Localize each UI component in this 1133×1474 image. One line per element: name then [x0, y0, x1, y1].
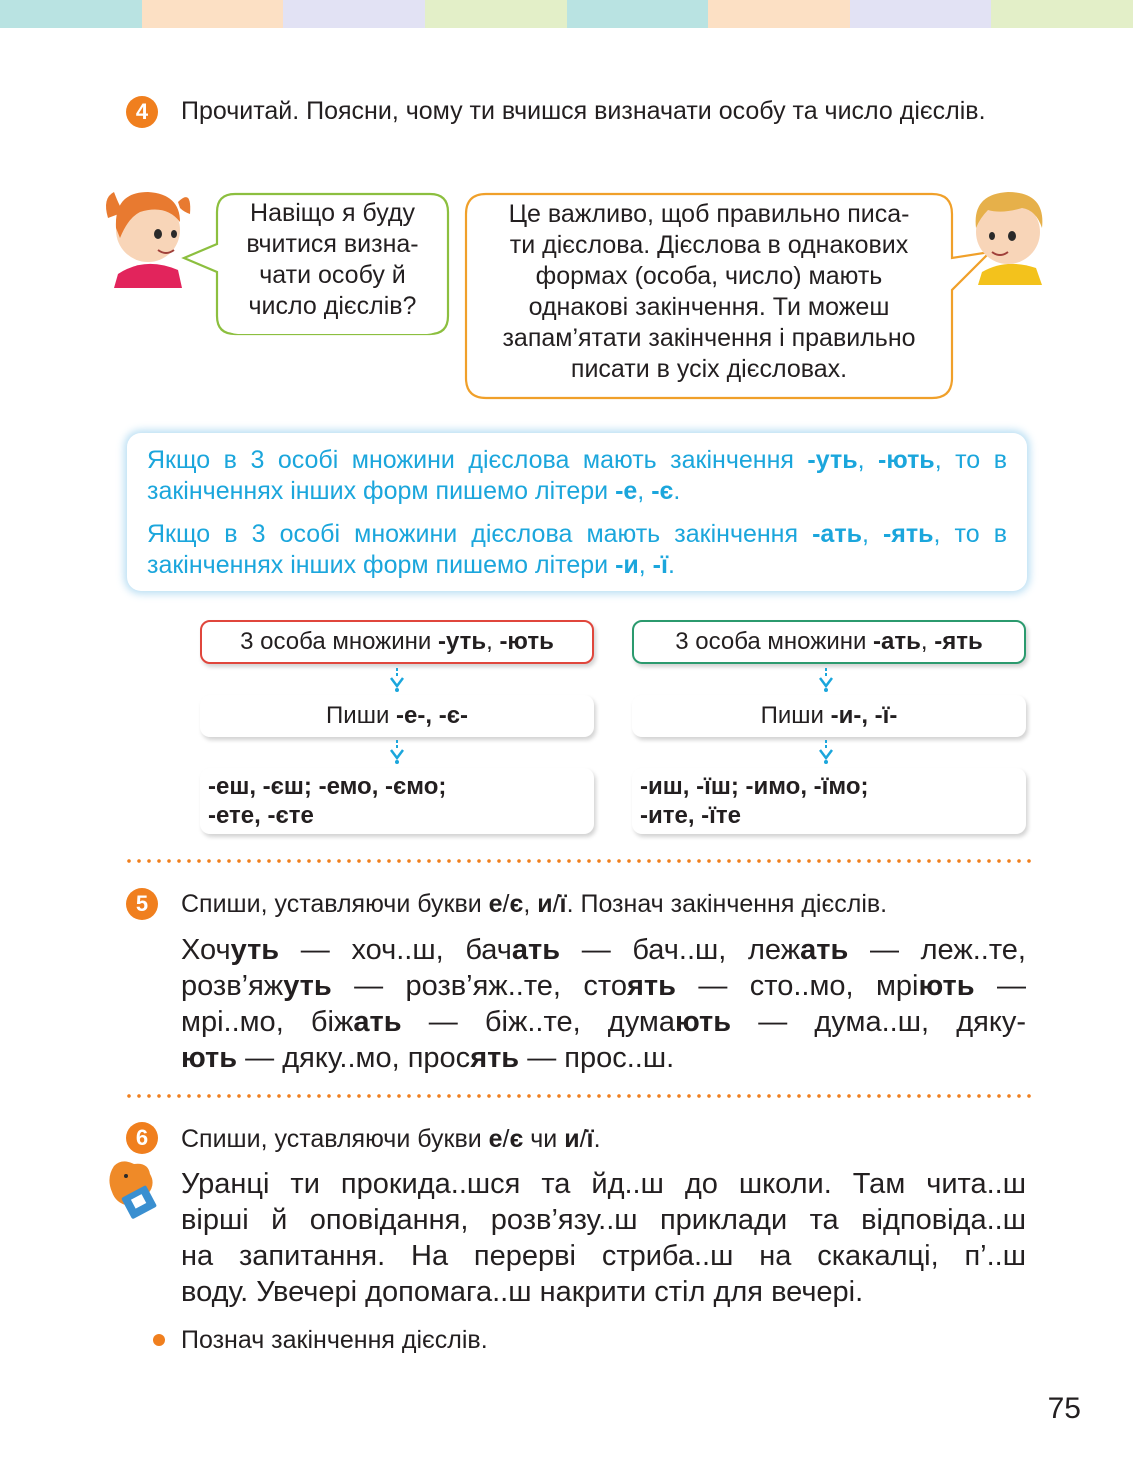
rule-separator: ,: [861, 520, 883, 548]
rule-letter: -и: [615, 551, 639, 579]
separator: ,: [523, 890, 538, 918]
girl-bubble-line: число дієслів?: [248, 292, 417, 320]
rule-separator: ,: [933, 520, 941, 548]
task-5-number: 5: [126, 888, 158, 920]
boy-speech-bubble: [472, 199, 946, 395]
girl-speech-bubble: [220, 198, 445, 334]
header-separator: ,: [920, 628, 935, 655]
boy-bubble-line: Це важливо, щоб правильно писа-: [508, 200, 910, 228]
task-6-instruction: [181, 1124, 1026, 1155]
left-person-header: [200, 620, 594, 664]
task-4-instruction: Прочитай. Поясни, чому ти вчишся визначати особу та число дієслів.: [181, 97, 986, 125]
word-ending: ють: [918, 970, 975, 1002]
slash: /: [502, 1125, 510, 1153]
endings-line: -ите, -їте: [640, 802, 742, 829]
header-separator: ,: [486, 628, 500, 655]
rule-ending: -ють: [878, 446, 935, 474]
task-5-instruction: [181, 889, 1026, 920]
right-endings-box: [632, 768, 1026, 834]
word-text: — хоч..ш, бач: [279, 934, 512, 966]
word-stem: розв’яж: [181, 970, 284, 1002]
instruction-text: Спиши, уставляючи букви: [181, 890, 489, 918]
rule-separator: .: [668, 551, 675, 579]
word-ending: ять: [470, 1042, 520, 1074]
rule-1: [147, 445, 1007, 507]
write-text: Пиши: [326, 702, 397, 729]
word-ending: ать: [800, 934, 849, 966]
endings-line: -ете, -єте: [208, 802, 314, 829]
letter: є: [509, 890, 524, 918]
word-text: — біж..те, дума: [401, 1006, 675, 1038]
letter: е: [488, 890, 503, 918]
down-arrow-icon: [819, 740, 833, 764]
rule-letter: -е: [615, 477, 638, 505]
rule-separator: .: [673, 477, 681, 505]
boy-bubble-line: запам’ятати закінчення і правильно: [502, 324, 916, 352]
text-line: на запитання. На перерві стриба..ш на скакалці, п’..ш: [181, 1240, 1026, 1272]
right-person-header: [632, 620, 1026, 664]
down-arrow-icon: [390, 740, 404, 764]
rule-separator: ,: [637, 477, 652, 505]
word-text: — дума..ш, дяку-: [731, 1006, 1026, 1038]
header-ending: -ять: [934, 628, 983, 655]
girl-bubble-line: вчитися визна-: [246, 230, 419, 258]
rule-separator: ,: [934, 446, 942, 474]
down-arrow-icon: [819, 668, 833, 692]
word-text: — дяку..мо, прос: [237, 1042, 471, 1074]
text-line: вірші й оповідання, розв’язу..ш приклади та відповіда..ш: [181, 1204, 1026, 1236]
word-ending: ють: [674, 1006, 732, 1038]
letter: е: [488, 1125, 503, 1153]
boy-bubble-line: однакові закінчення. Ти можеш: [528, 293, 890, 321]
rule-ending: -уть: [807, 446, 858, 474]
boy-illustration: [962, 180, 1052, 285]
word-text: — бач..ш, леж: [560, 934, 801, 966]
girl-bubble-line: Навіщо я буду: [250, 199, 415, 227]
word-ending: ать: [511, 934, 561, 966]
exercise-line: [181, 932, 1026, 968]
rule-text: то в закінченнях інших форм пишемо літери: [147, 520, 1007, 579]
text-line: Уранці ти прокида..шся та йд..ш до школи. Там чита..ш: [181, 1168, 1026, 1200]
letter: и: [537, 890, 553, 918]
letter: ї: [559, 890, 567, 918]
instruction-text: . Познач закінчення дієслів.: [566, 890, 888, 918]
word-stem: мрі..мо, біж: [181, 1006, 354, 1038]
word-ending: ють: [181, 1042, 238, 1074]
rule-box: [127, 433, 1027, 591]
task-6-text: [181, 1166, 1026, 1310]
right-write-instruction: [632, 695, 1026, 737]
word-stem: Хоч: [181, 934, 231, 966]
down-arrow-icon: [390, 668, 404, 692]
left-write-instruction: [200, 695, 594, 737]
slash: /: [579, 1125, 587, 1153]
slash: /: [552, 890, 560, 918]
left-endings-box: [200, 768, 594, 834]
task-6-number: 6: [126, 1122, 158, 1154]
word-ending: уть: [230, 934, 280, 966]
rule-separator: ,: [857, 446, 879, 474]
header-ending: -уть: [437, 628, 487, 655]
write-hand-icon: [104, 1158, 166, 1224]
boy-bubble-line: формах (особа, число) мають: [535, 262, 883, 290]
header-ending: -ють: [499, 628, 554, 655]
header-text: 3 особа множини: [675, 628, 874, 655]
boy-bubble-line: ти дієслова. Дієслова в однакових: [509, 231, 909, 259]
word-ending: ять: [626, 970, 676, 1002]
rule-text: то в закінченнях інших форм пишемо літери: [147, 446, 1007, 505]
top-color-stripe: [0, 0, 1133, 28]
dotted-divider: [124, 858, 1034, 864]
task-6-subtask: Познач закінчення дієслів.: [181, 1326, 488, 1354]
rule-ending: -ять: [882, 520, 934, 548]
instruction-text: Спиши, уставляючи букви: [181, 1125, 489, 1153]
endings-line: -иш, -їш; -имо, -їмо;: [640, 773, 869, 800]
exercise-line: [181, 968, 1026, 1004]
word-text: — сто..мо, мрі: [675, 970, 919, 1002]
rule-letter: -є: [651, 477, 674, 505]
word-ending: уть: [283, 970, 332, 1002]
rule-separator: ,: [638, 551, 653, 579]
dotted-divider: [124, 1093, 1034, 1099]
write-letters: -е-, -є-: [396, 702, 468, 729]
text-line: воду. Увечері допомага..ш накрити стіл для вечері.: [181, 1276, 864, 1308]
letter: и: [564, 1125, 580, 1153]
task-4-number: 4: [126, 96, 158, 128]
word-ending: ать: [353, 1006, 402, 1038]
boy-bubble-line: писати в усіх дієсловах.: [570, 355, 848, 383]
endings-line: -еш, -єш; -емо, -ємо;: [208, 773, 447, 800]
instruction-text: .: [593, 1125, 601, 1153]
slash: /: [502, 890, 510, 918]
word-text: —: [974, 970, 1026, 1002]
write-text: Пиши: [760, 702, 831, 729]
header-ending: -ать: [873, 628, 921, 655]
bullet-dot: [153, 1334, 165, 1346]
word-text: — розв’яж..те, сто: [331, 970, 627, 1002]
header-text: 3 особа множини: [240, 628, 438, 655]
rule-2: [147, 519, 1007, 581]
rule-ending: -ать: [812, 520, 862, 548]
letter: ї: [586, 1125, 594, 1153]
word-text: — прос..ш.: [519, 1042, 675, 1074]
rule-text: Якщо в 3 особі множини дієслова мають закінчення: [147, 446, 808, 474]
write-letters: -и-, -ї-: [830, 702, 898, 729]
page-number: 75: [1047, 1392, 1081, 1425]
letter: є: [509, 1125, 524, 1153]
task-5-exercise: [181, 932, 1026, 1076]
instruction-text: чи: [523, 1125, 565, 1153]
word-text: — леж..те,: [848, 934, 1026, 966]
rule-letter: -ї: [652, 551, 669, 579]
exercise-line: [181, 1004, 1026, 1040]
rule-text: Якщо в 3 особі множини дієслова мають закінчення: [147, 520, 813, 548]
girl-bubble-line: чати особу й: [259, 261, 406, 289]
exercise-line: [181, 1040, 1026, 1076]
